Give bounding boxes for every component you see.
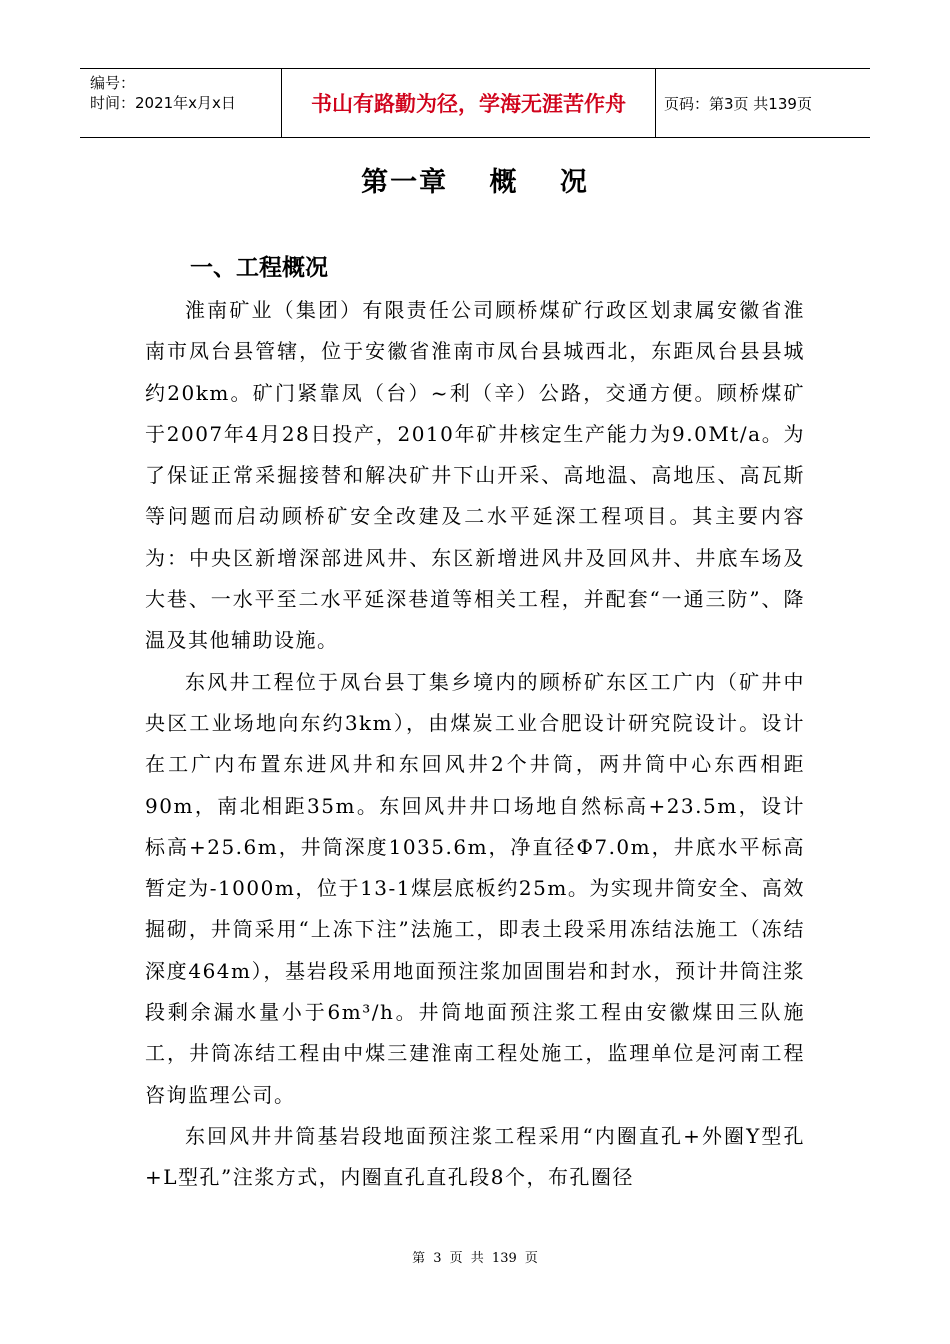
- time-label: 时间：2021年x月x日: [90, 94, 236, 112]
- page-footer: 第 3 页 共 139 页: [412, 1251, 538, 1266]
- chapter-title: 第一章 概 况: [361, 167, 589, 198]
- paragraph: 东风井工程位于凤台县丁集乡境内的顾桥矿东区工广内（矿井中央区工业场地向东约3km），由煤炭工业合肥设计研究院设计。设计在工广内布置东进风井和东回风井2个井筒，两井筒中心东西相距90m，南北相距35m。东回风井井口场地自然标高+23.5m，设计标高+25.6m，井筒深度1035.6m，净直径Φ7.0m，井底水平标高暂定为-1000m，位于13-1煤层底板约25m。为实现井筒安全、高效掘砌，井筒采用“上冻下注”法施工，即表土段采用冻结法施工（冻结深度464m），基岩段采用地面预注浆加固围岩和封水，预计井筒注浆段剩余漏水量小于6m³/h。井筒地面预注浆工程由安徽煤田三队施工，井筒冻结工程由中煤三建淮南工程处施工，监理单位是河南工程咨询监理公司。: [145, 669, 805, 1107]
- paragraph: 东回风井井筒基岩段地面预注浆工程采用“内圈直孔+外圈Y型孔+L型孔”注浆方式，内圈直孔直孔段8个，布孔圈径: [145, 1123, 805, 1190]
- section-title: 一、工程概况: [190, 255, 328, 281]
- page-info-text: 页码：第3页 共139页: [664, 94, 812, 113]
- paragraph: 淮南矿业（集团）有限责任公司顾桥煤矿行政区划隶属安徽省淮南市凤台县管辖，位于安徽省淮南市凤台县城西北，东距凤台县县城约20km。矿门紧靠凤（台）~利（辛）公路，交通方便。顾桥煤矿于2007年4月28日投产，2010年矿井核定生产能力为9.0Mt/a。为了保证正常采掘接替和解决矿井下山开采、高地温、高地压、高瓦斯等问题而启动顾桥矿安全改建及二水平延深工程项目。其主要内容为：中央区新增深部进风井、东区新增进风井及回风井、井底车场及大巷、一水平至二水平延深巷道等相关工程，并配套“一通三防”、降温及其他辅助设施。: [145, 298, 805, 653]
- body-text: [145, 290, 805, 1199]
- motto-cell: [282, 69, 656, 137]
- motto-text: 书山有路勤为径，学海无涯苦作舟: [311, 92, 626, 116]
- number-label: 编号：: [90, 74, 136, 92]
- page-info-cell: [656, 69, 870, 137]
- header-table: [80, 68, 870, 138]
- header-meta-cell: [80, 69, 282, 137]
